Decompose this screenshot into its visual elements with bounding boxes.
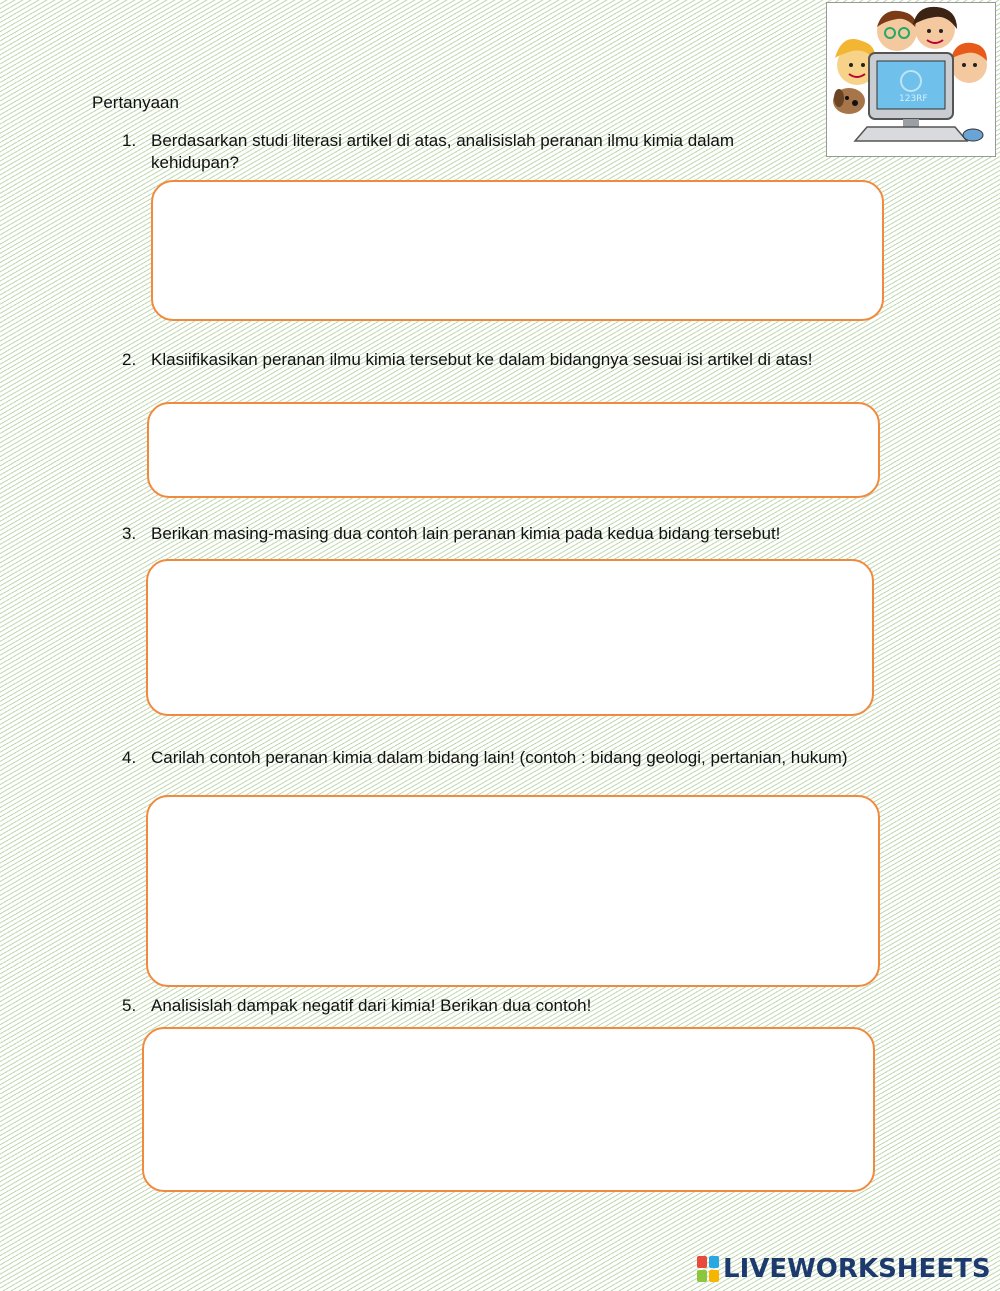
question-text: Berikan masing-masing dua contoh lain peranan kimia pada kedua bidang tersebut! [151, 524, 781, 543]
question-number: 5. [122, 996, 137, 1015]
question-text: Carilah contoh peranan kimia dalam bidang lain! (contoh : bidang geologi, pertanian, hukum) [151, 748, 848, 767]
question-text: Berdasarkan studi literasi artikel di atas, analisislah peranan ilmu kimia dalam kehidupan? [151, 131, 734, 172]
liveworksheets-logo-icon [697, 1256, 719, 1282]
question-number: 3. [122, 524, 137, 543]
question-number: 4. [122, 748, 137, 767]
answer-box-5[interactable] [142, 1027, 875, 1192]
question-2 [122, 349, 872, 371]
liveworksheets-logo[interactable] [697, 1254, 991, 1284]
answer-box-4[interactable] [146, 795, 880, 987]
question-5 [122, 995, 892, 1017]
question-text: Klasiifikasikan peranan ilmu kimia tersebut ke dalam bidangnya sesuai isi artikel di atas! [151, 350, 813, 369]
question-number: 1. [122, 131, 137, 150]
question-number: 2. [122, 350, 137, 369]
question-3 [122, 523, 892, 545]
kids-computer-icon [827, 3, 995, 156]
question-text: Analisislah dampak negatif dari kimia! Berikan dua contoh! [151, 996, 592, 1015]
question-1 [122, 130, 812, 174]
section-heading: Pertanyaan [92, 93, 179, 112]
question-4 [122, 747, 892, 769]
answer-box-3[interactable] [146, 559, 874, 716]
clipart-image [826, 2, 996, 157]
watermark-text: 123RF [899, 94, 928, 104]
brand-name: LIVEWORKSHEETS [723, 1254, 991, 1284]
answer-box-2[interactable] [147, 402, 880, 498]
answer-box-1[interactable] [151, 180, 884, 321]
